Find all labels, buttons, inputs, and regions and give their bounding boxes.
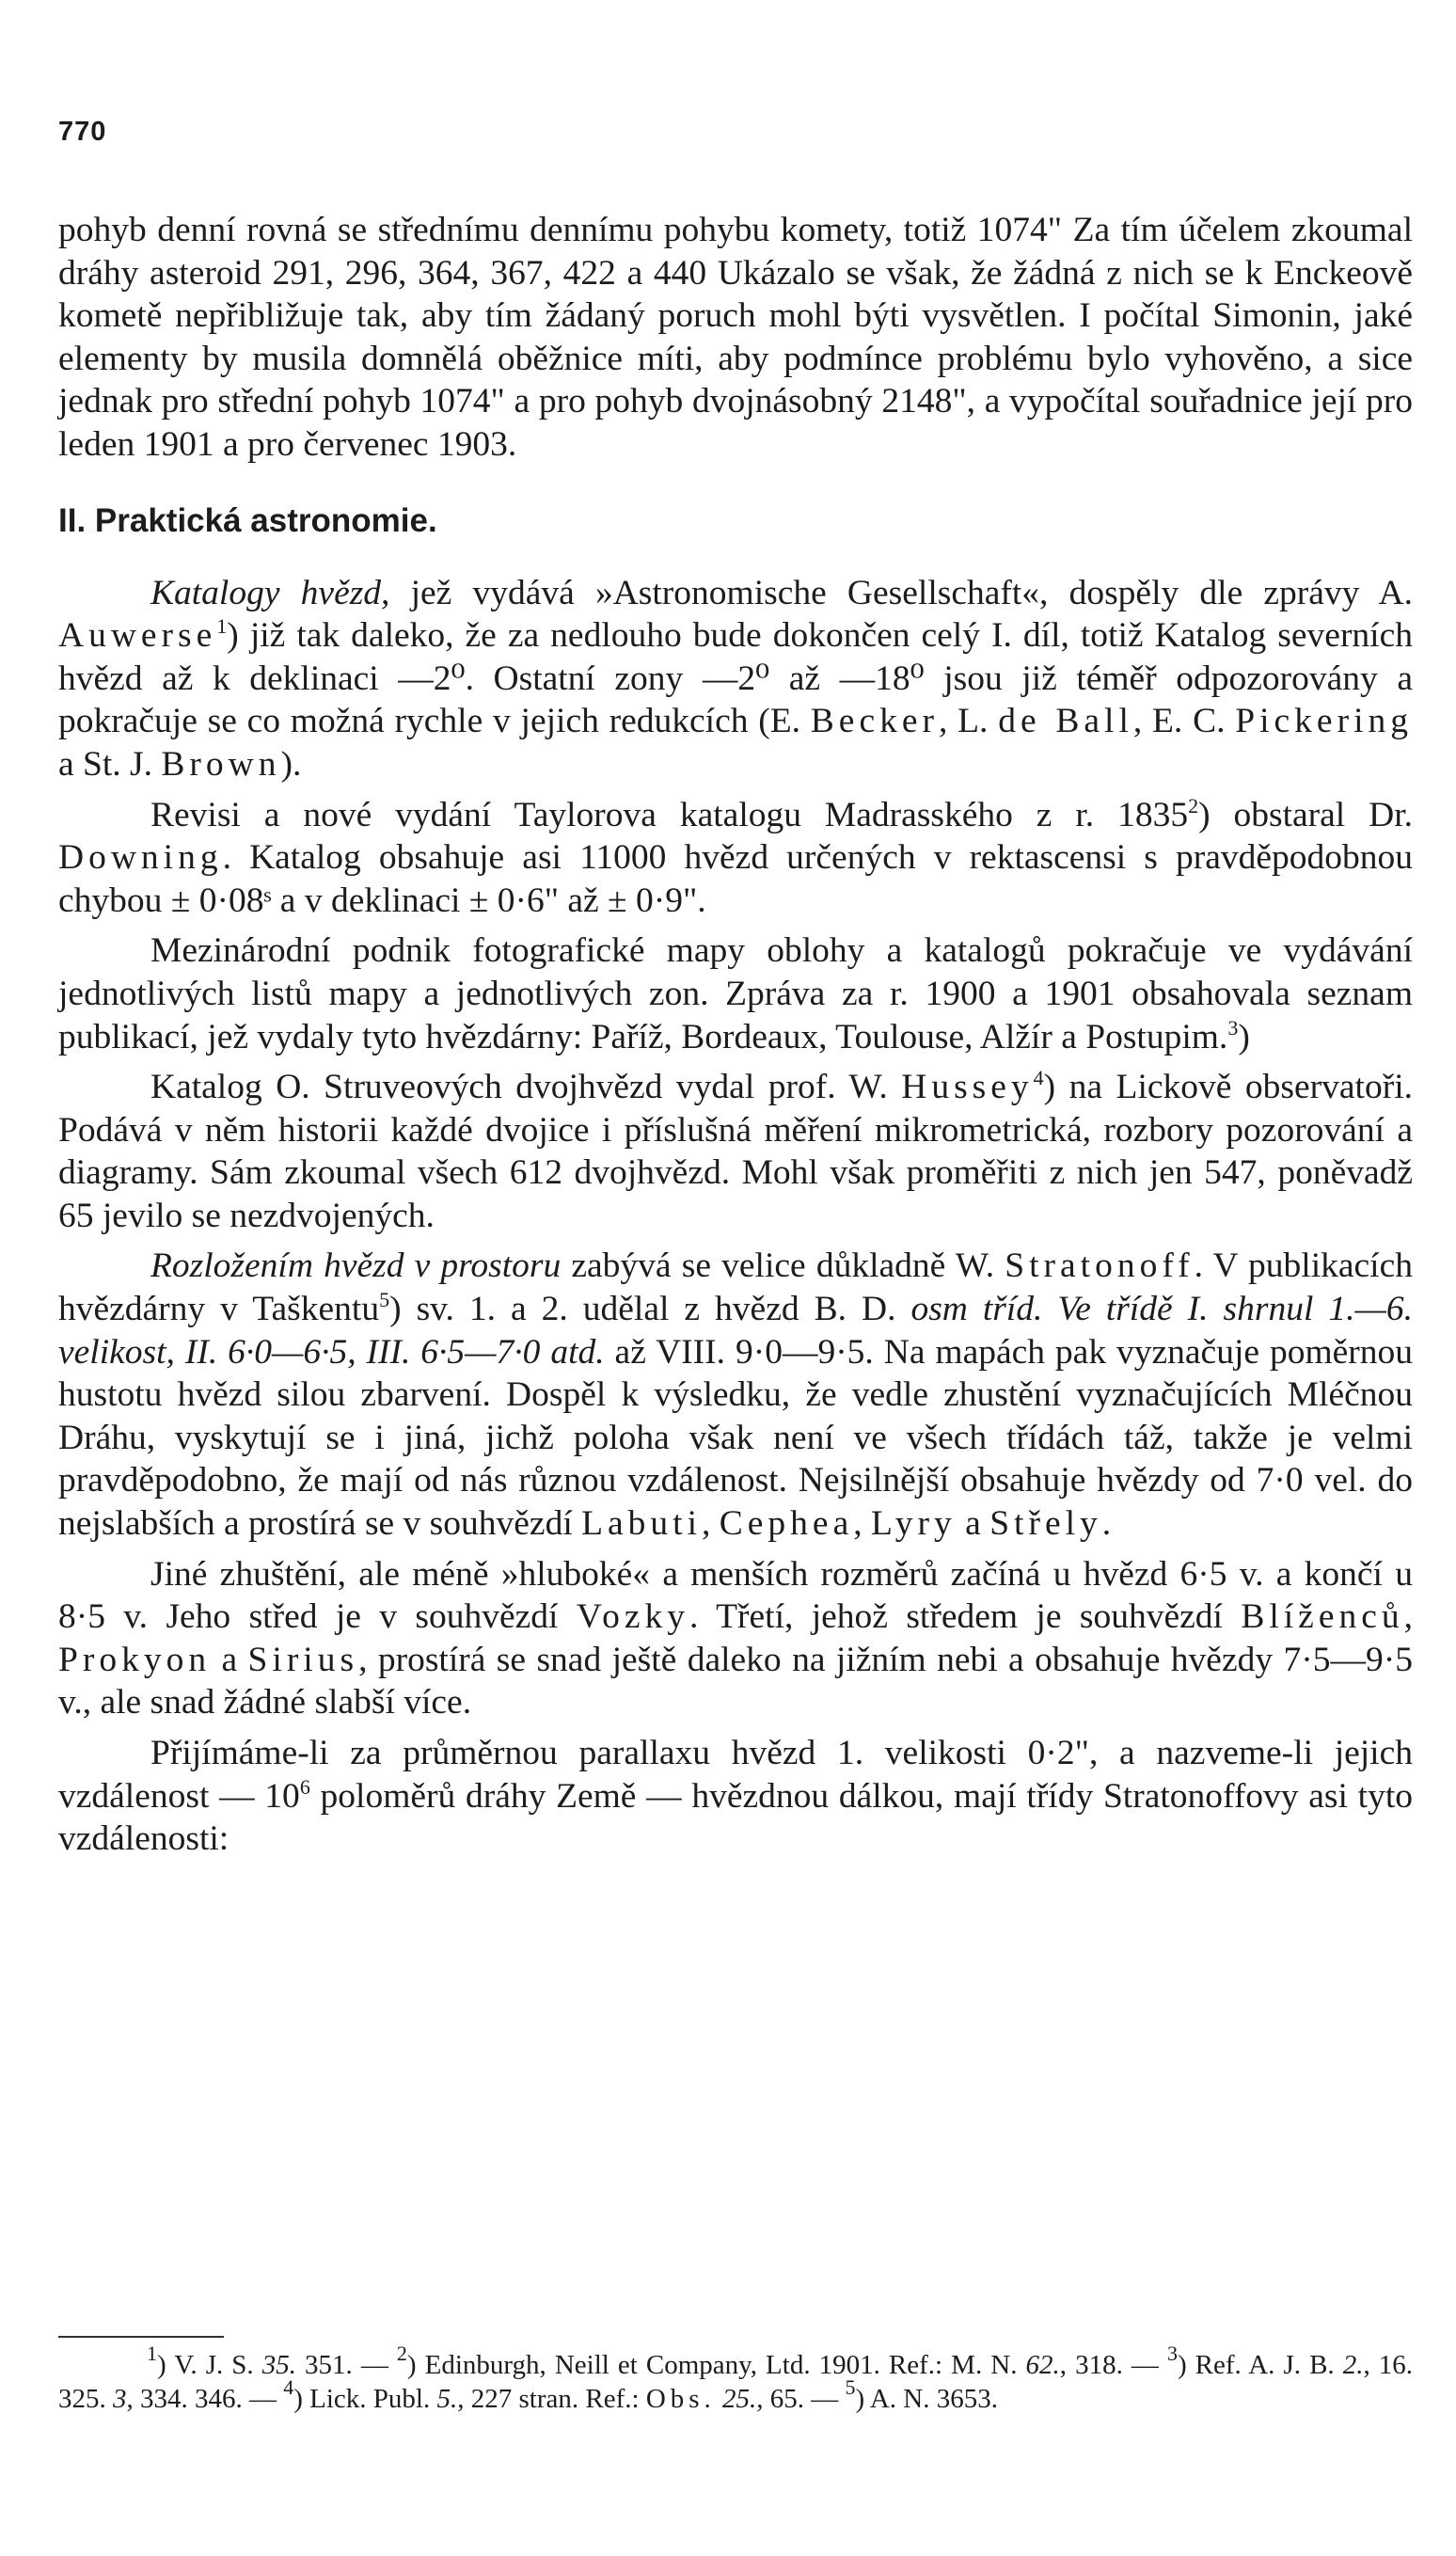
body-text <box>58 209 1413 1861</box>
footnote-ref: 1 <box>216 614 228 639</box>
paragraph-double-stars: Katalog O. Struveových dvojhvězd vydal prof. W. Hussey$^4$) na Lickově observatoři. Podává v něm historii každé dvojice i příslušná měření mikrometrická, rozbory pozorování a diagramy. Sám zkoumal všech 612 dvojhvězd. Mohl však proměřiti z nich jen 547, poněvadž 65 jevilo se nezdvojených. <box>58 1066 1413 1235</box>
footnote-ref: 3 <box>1227 1015 1239 1040</box>
footnote-mark: 4 <box>283 2375 294 2399</box>
paragraph-taylor-catalogue: Revisi a nové vydání Taylorova katalogu Madrasského z r. 1835$^2$) obstaral Dr. Downing. Katalog obsahuje asi 11000 hvězd určených v rektascensi s pravděpodobnou chybou ± 0·08ˢ a v deklinaci ± 0·6" až ± 0·9". <box>58 793 1413 920</box>
footnote-mark: 1 <box>147 2342 157 2365</box>
exponent: 6 <box>299 1774 310 1799</box>
paragraph-encke-comet: pohyb denní rovná se střednímu dennímu pohybu komety, totiž 1074" Za tím účelem zkoumal dráhy asteroid 291, 296, 364, 367, 422 a 440 Ukázalo se však, že žádná z nich se k Enckeově kometě nepřibližuje tak, aby tím žádaný poruch mohl býti vysvětlen. I počítal Simonin, jaké elementy by musila domnělá oběžnice míti, aby podmínce problému bylo vyhověno, a sice jednak pro střední pohyb 1074" a pro pohyb dvojnásobný 2148", a vypočítal souřadnice její pro leden 1901 a pro červenec 1903. <box>58 211 1413 464</box>
footnote-divider <box>58 2336 224 2338</box>
paragraph-photographic-map: Mezinárodní podnik fotografické mapy oblohy a katalogů pokračuje ve vydávání jednotlivých listů mapy a jednotlivých zon. Zpráva za r. 1900 a 1901 obsahovala seznam publikací, jež vydaly tyto hvězdárny: Paříž, Bordeaux, Toulouse, Alžír a Postupim.$^3$) <box>58 931 1413 1056</box>
page-number: 770 <box>58 117 107 147</box>
footnote-mark: 3 <box>1166 2342 1178 2365</box>
footnote-mark: 5 <box>845 2375 856 2399</box>
footnote-ref: 2 <box>1188 793 1199 818</box>
section-heading: II. Praktická astronomie. <box>58 501 437 539</box>
paragraph-other-condensation: Jiné zhuštění, ale méně »hluboké« a menších rozměrů začíná u hvězd 6·5 v. a končí u 8·5 v. Jeho střed je v souhvězdí Vozky. Třetí, jehož středem je souhvězdí Blíženců, Prokyon a Sirius, prostírá se snad ještě daleko na jižním nebi a obsahuje hvězdy 7·5—9·5 v., ale snad žádné slabší více. <box>58 1554 1413 1723</box>
paragraph-parallax: Přijímáme-li za průměrnou parallaxu hvězd 1. velikosti 0·2", a nazveme-li jejich vzdálenost — $10^6$ poloměrů dráhy Země — hvězdnou dálkou, mají třídy Stratonoffovy asi tyto vzdálenosti: <box>58 1734 1413 1859</box>
paragraph-star-distribution: Rozložením hvězd v prostoru zabývá se velice důkladně W. Stratonoff. V publikacích hvězdárny v Taškentu$^5$) sv. 1. a 2. udělal z hvězd B. D. osm tříd. Ve třídě I. shrnul 1.—6. velikost, II. 6·0—6·5, III. 6·5—7·0 atd. až VIII. 9·0—9·5. Na mapách pak vyznačuje poměrnou hustotu hvězd silou zbarvení. Dospěl k výsledku, že vedle zhustění vyznačujících Mléčnou Dráhu, vyskytují se i jiná, jichž poloha však není ve všech třídách táž, takže je velmi pravděpodobno, že mají od nás různou vzdálenost. Nejsilnější obsahuje hvězdy od 7·0 vel. do nejslabších a prostírá se v souhvězdí Labuti, Cephea, Lyry a Střely. <box>58 1246 1413 1544</box>
footnote-ref: 5 <box>379 1288 390 1312</box>
footnote-mark: 2 <box>396 2342 407 2365</box>
footnotes: $^1$) V. J. S. 35. 351. — $^2$) Edinburgh, Neill et Company, Ltd. 1901. Ref.: M. N. 62., 318. — $^3$) Ref. A. J. B. 2., 16. 325. 3, 334. 346. — $^4$) Lick. Publ. 5., 227 stran. Ref.: Obs. 25., 65. — $^5$) A. N. 3653. <box>58 2342 1414 2414</box>
paragraph-star-catalogues: Katalogy hvězd, jež vydává »Astronomische Gesellschaft«, dospěly dle zprávy A. Auwerse$^1$) již tak daleko, že za nedlouho bude dokončen celý I. díl, totiž Katalog severních hvězd až k deklinaci —2⁰. Ostatní zony —2⁰ až —18⁰ jsou již téměř odpozorovány a pokračuje se co možná rychle v jejich redukcích (E. Becker, L. de Ball, E. C. Pickering a St. J. Brown). <box>58 573 1413 784</box>
footnote-ref: 4 <box>1033 1066 1044 1090</box>
